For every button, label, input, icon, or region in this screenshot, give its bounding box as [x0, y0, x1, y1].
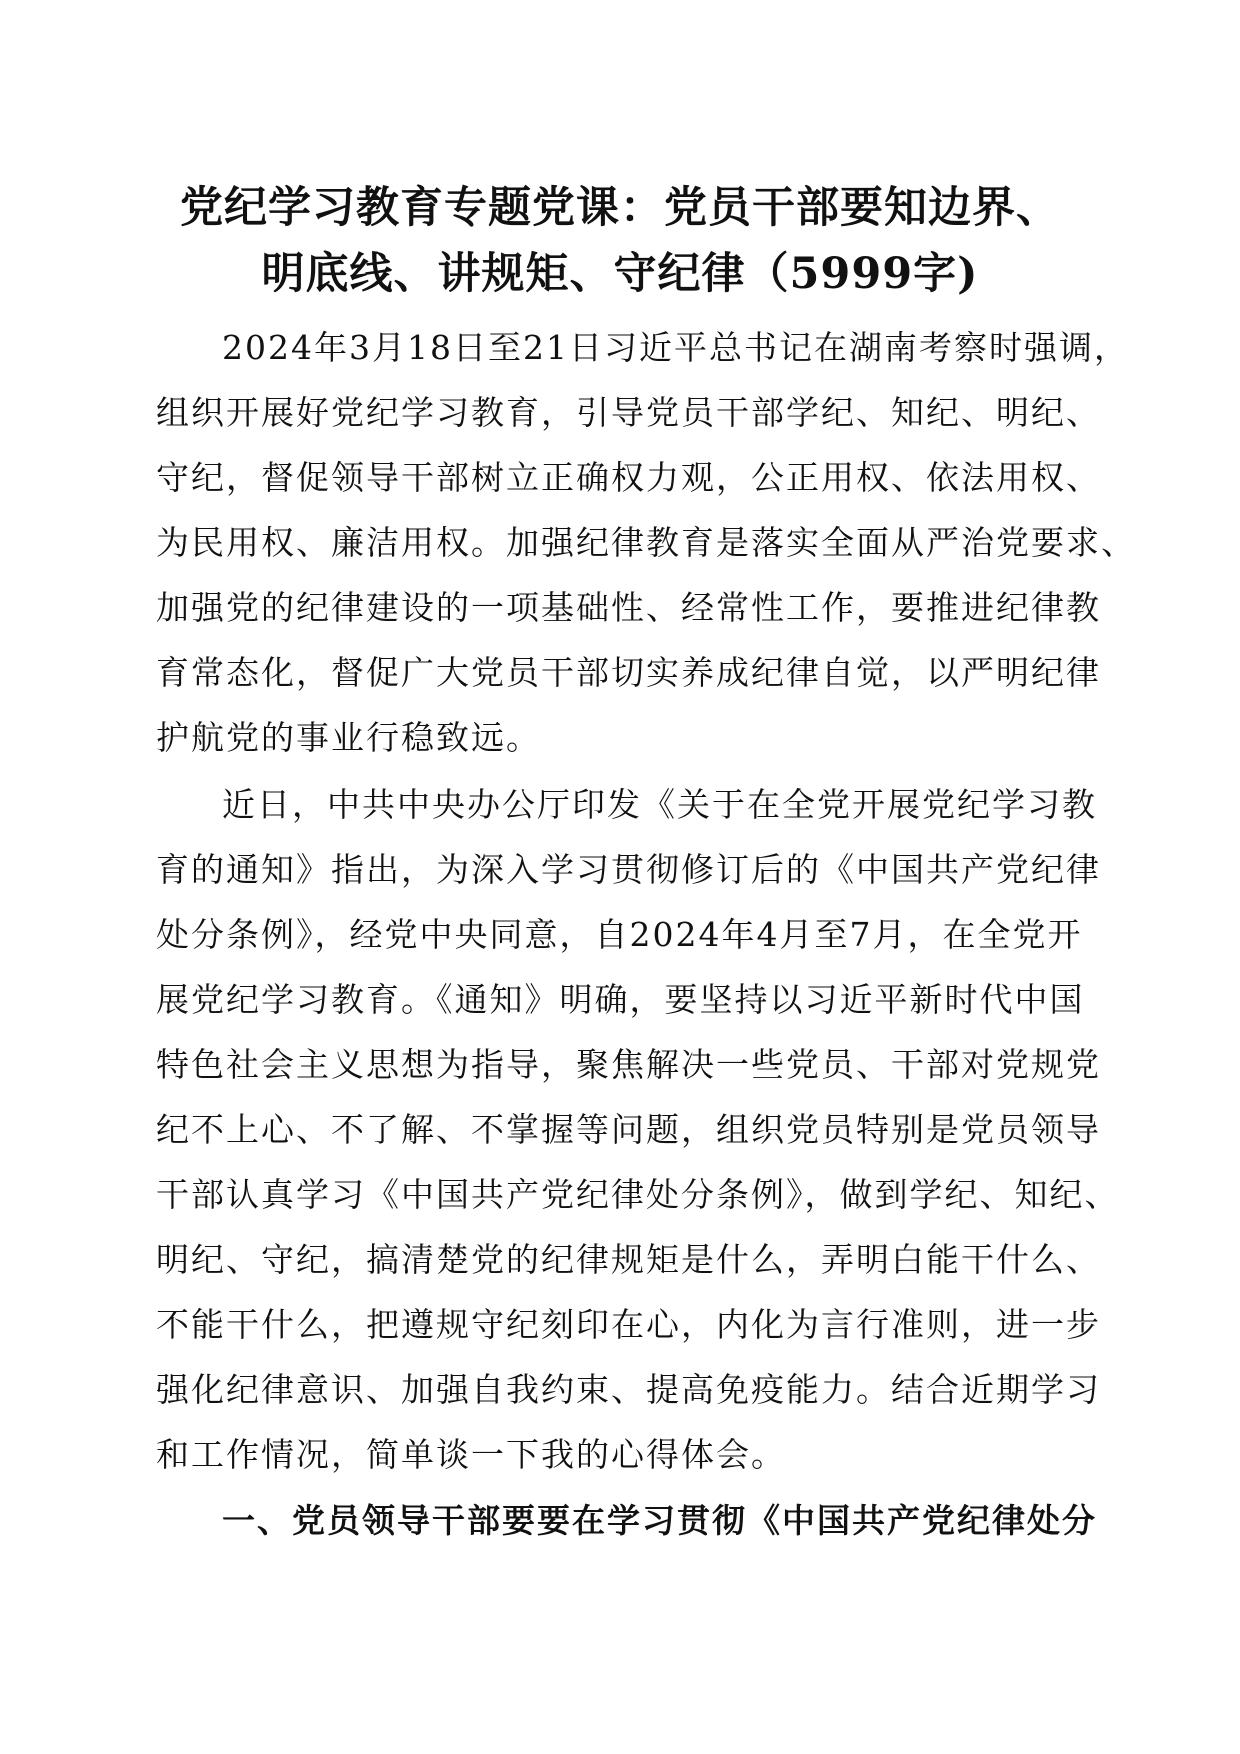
- paragraph-line: 明纪、守纪，搞清楚党的纪律规矩是什么，弄明白能干什么、: [156, 1240, 1101, 1279]
- paragraph-line: 守纪，督促领导干部树立正确权力观，公正用权、依法用权、: [156, 458, 1101, 497]
- paragraph-line: 组织开展好党纪学习教育，引导党员干部学纪、知纪、明纪、: [156, 393, 1101, 432]
- paragraph-line: 育的通知》指出，为深入学习贯彻修订后的《中国共产党纪律: [156, 850, 1101, 889]
- paragraph-line: 加强党的纪律建设的一项基础性、经常性工作，要推进纪律教: [156, 588, 1101, 627]
- paragraph-line: 为民用权、廉洁用权。加强纪律教育是落实全面从严治党要求、: [156, 523, 1136, 562]
- paragraph-line: 干部认真学习《中国共产党纪律处分条例》，做到学纪、知纪、: [156, 1175, 1120, 1214]
- paragraph-2: [156, 772, 1120, 1487]
- document-title-line-1: 党纪学习教育专题党课：党员干部要知边界、: [180, 183, 1060, 233]
- paragraph-line: 特色社会主义思想为指导，聚焦解决一些党员、干部对党规党: [156, 1045, 1101, 1084]
- paragraph-line: 处分条例》，经党中央同意，自2024年4月至7月，在全党开: [156, 915, 1083, 954]
- paragraph-line: 不能干什么，把遵规守纪刻印在心，内化为言行准则，进一步: [156, 1305, 1101, 1344]
- paragraph-line: 和工作情况，简单谈一下我的心得体会。: [156, 1435, 786, 1474]
- paragraph-line: 育常态化，督促广大党员干部切实养成纪律自觉，以严明纪律: [156, 653, 1101, 692]
- paragraph-line: 强化纪律意识、加强自我约束、提高免疫能力。结合近期学习: [156, 1370, 1101, 1409]
- document-title-line-2: 明底线、讲规矩、守纪律（5999字): [261, 249, 979, 299]
- paragraph-line: 2024年3月18日至21日习近平总书记在湖南考察时强调，: [222, 328, 1129, 367]
- paragraph-1: [156, 315, 1136, 770]
- paragraph-line: 展党纪学习教育。《通知》明确，要坚持以习近平新时代中国: [156, 980, 1085, 1019]
- paragraph-line: 护航党的事业行稳致远。: [156, 718, 541, 757]
- section-heading: 一、党员领导干部要要在学习贯彻《中国共产党纪律处分: [222, 1501, 1097, 1540]
- paragraph-line: 近日，中共中央办公厅印发《关于在全党开展党纪学习教: [222, 785, 1097, 824]
- paragraph-line: 纪不上心、不了解、不掌握等问题，组织党员特别是党员领导: [156, 1110, 1101, 1149]
